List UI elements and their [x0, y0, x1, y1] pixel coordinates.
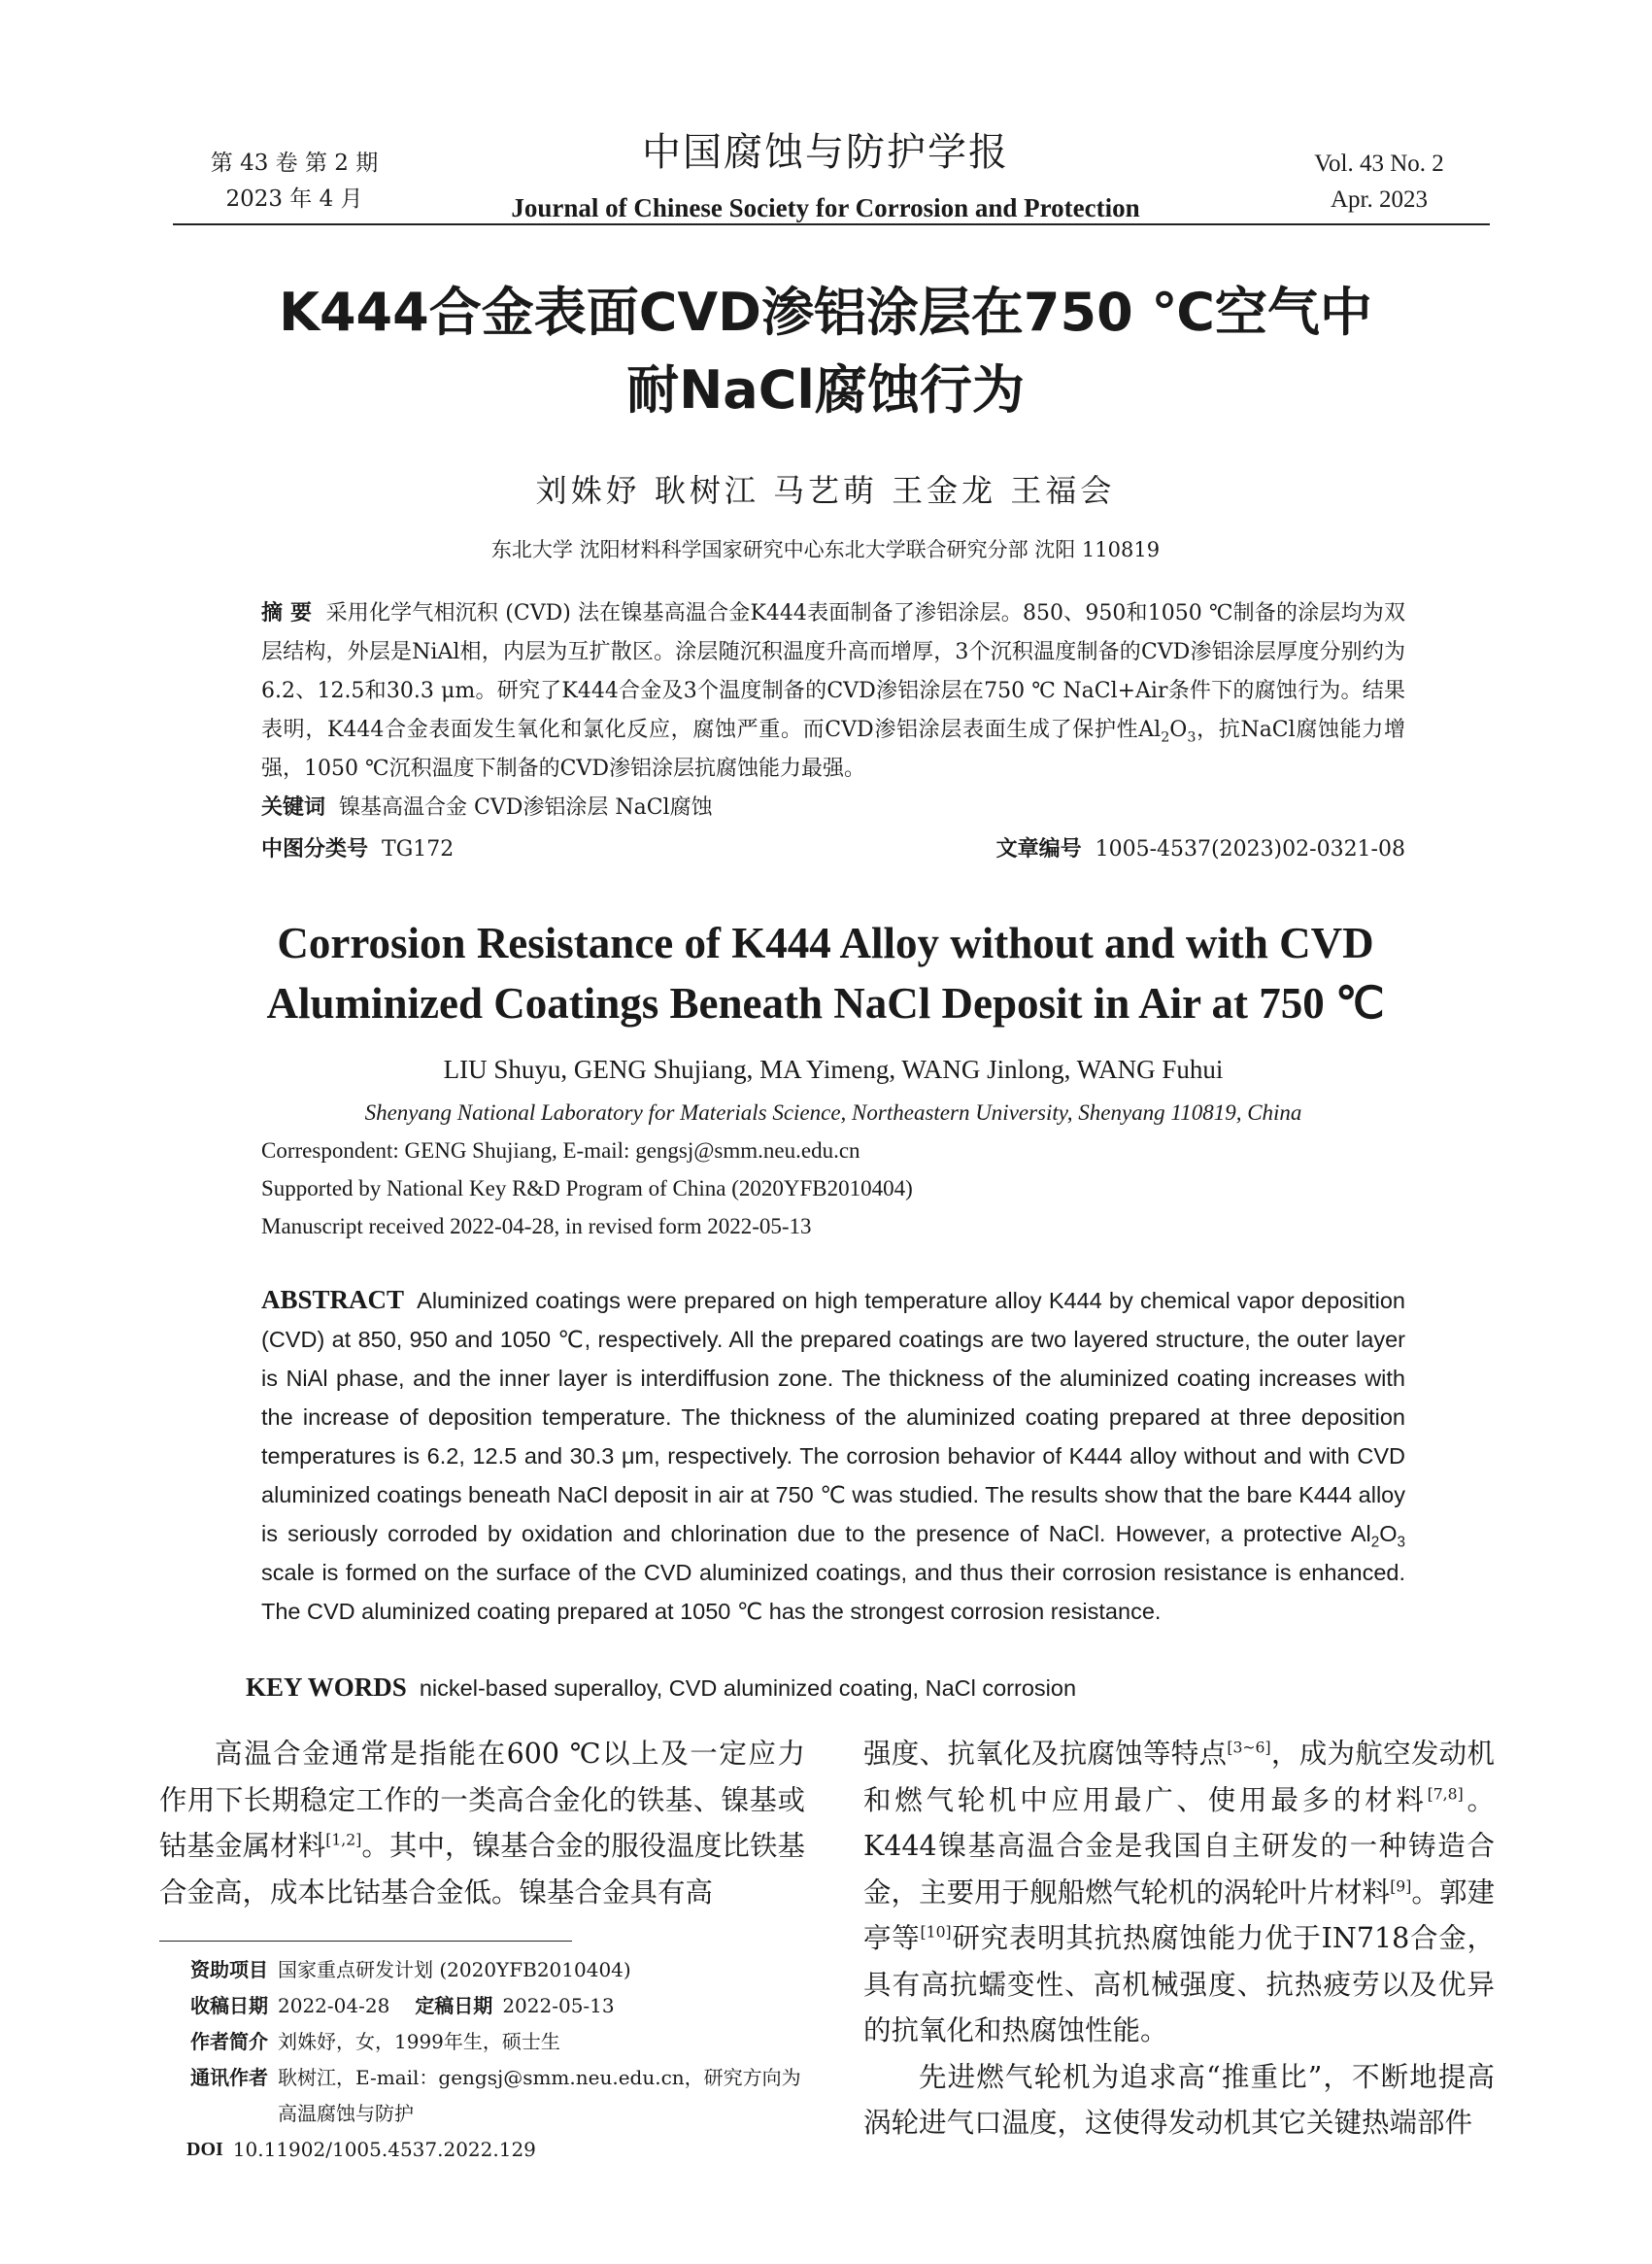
author-label: 作者简介 — [190, 2030, 268, 2053]
body-right-paragraph-1 — [863, 1731, 1495, 2054]
abstract-cn-sub2: 3 — [1187, 729, 1197, 746]
doi-label: DOI — [186, 2139, 223, 2160]
body-left-text-1: 高温合金通常是指能在600 ℃以上及一定应力作用下长期稳定工作的一类高合金化的铁基、镍基或钴基金属材料 — [159, 1738, 805, 1862]
title-en-line2: Aluminized Coatings Beneath NaCl Deposit in Air at 750 ℃ — [266, 979, 1385, 1028]
contact-label: 通讯作者 — [190, 2066, 268, 2089]
citation-ref: [1,2] — [325, 1830, 362, 1849]
article-number — [874, 830, 1405, 869]
received-label: 收稿日期 — [190, 1994, 268, 2017]
volume-issue-cn: 第 43 卷 第 2 期 — [210, 151, 379, 176]
abstract-en-sub1: 2 — [1370, 1534, 1380, 1551]
citation-ref: [10] — [920, 1922, 952, 1942]
body-right-text-5: 研究表明其抗热腐蚀能力优于IN718合金，具有高抗蠕变性、高机械强度、抗热疲劳以及优异的抗氧化和热腐蚀性能。 — [863, 1922, 1495, 2046]
abstract-en — [261, 1280, 1405, 1631]
article-number-code: 1005-4537(2023)02-0321-08 — [1095, 837, 1405, 862]
abstract-cn — [261, 594, 1405, 789]
authors-en: LIU Shuyu, GENG Shujiang, MA Yimeng, WANG Jinlong, WANG Fuhui — [443, 1055, 1224, 1084]
header-right — [1272, 146, 1486, 218]
citation-ref: [7,8] — [1427, 1784, 1464, 1803]
citation-ref: [3~6] — [1227, 1738, 1271, 1757]
body-right-text-3: 。K444镍基高温合金是我国自主研发的一种铸造合金，主要用于舰船燃气轮机的涡轮叶片材料 — [863, 1783, 1495, 1909]
header-left — [178, 146, 411, 218]
footnote — [186, 1952, 812, 2168]
footnote-contact — [190, 2060, 812, 2132]
journal-title-cn: 中国腐蚀与防护学报 — [642, 130, 1009, 175]
abstract-cn-sub1: 2 — [1161, 729, 1170, 746]
keywords-cn-label: 关键词 — [261, 795, 326, 820]
journal-title-en: Journal of Chinese Society for Corrosion and Protection — [511, 193, 1140, 222]
article-number-label: 文章编号 — [995, 837, 1082, 862]
date-cn: 2023 年 4 月 — [225, 186, 363, 212]
keywords-en-text: nickel-based superalloy, CVD aluminized coating, NaCl corrosion — [419, 1675, 1077, 1701]
footnote-doi — [186, 2132, 812, 2168]
abstract-cn-label: 摘 要 — [261, 601, 313, 625]
abstract-cn-mid: O — [1169, 718, 1188, 742]
body-column-left — [159, 1731, 805, 1915]
footnote-author — [190, 2024, 812, 2060]
classification-code: TG172 — [382, 837, 455, 862]
funding-label: 资助项目 — [190, 1958, 268, 1981]
title-en-line1: Corrosion Resistance of K444 Alloy without and with CVD — [277, 919, 1374, 967]
affiliation-cn: 东北大学 沈阳材料科学国家研究中心东北大学联合研究分部 沈阳 110819 — [490, 538, 1161, 561]
abstract-cn-text-a: 采用化学气相沉积 (CVD) 法在镍基高温合金K444表面制备了渗铝涂层。850、950和1050 ℃制备的涂层均为双层结构，外层是NiAl相，内层为互扩散区。涂层随沉积温度升高而增厚，3个沉积温度制备的CVD渗铝涂层厚度分别约为6.2、12.5和30.3 μm。研究了K444合金及3个温度制备的CVD渗铝涂层在750 ℃ NaCl+Air条件下的腐蚀行为。结果表明，K444合金表面发生氧化和氯化反应，腐蚀严重。而CVD渗铝涂层表面生成了保护性Al — [261, 601, 1405, 742]
abstract-cn-text-b: ，抗NaCl腐蚀能力增强，1050 ℃沉积温度下制备的CVD渗铝涂层抗腐蚀能力最强。 — [261, 718, 1405, 781]
funding-text: 国家重点研发计划 (2020YFB2010404) — [278, 1958, 631, 1981]
body-column-right — [863, 1731, 1495, 2146]
classification — [261, 830, 844, 869]
revised-date: 2022-05-13 — [502, 1994, 615, 2017]
classification-label: 中图分类号 — [261, 837, 369, 862]
body-right-text-2: ，成为航空发动机和燃气轮机中应用最广、使用最多的材料 — [863, 1738, 1495, 1816]
title-cn-line2: 耐NaCl腐蚀行为 — [626, 359, 1025, 421]
correspondent: Correspondent: GENG Shujiang, E-mail: gengsj@smm.neu.edu.cn — [261, 1138, 860, 1163]
received-date: 2022-04-28 — [278, 1994, 390, 2017]
paper-title-en — [146, 913, 1505, 1033]
affiliation-en: Shenyang National Laboratory for Materials Science, Northeastern University, Shenyang 110819, China — [364, 1100, 1302, 1125]
keywords-en — [246, 1668, 1411, 1707]
title-cn-line1: K444合金表面CVD渗铝涂层在750 ℃空气中 — [279, 282, 1372, 343]
abstract-en-text-b: scale is formed on the surface of the CVD aluminized coatings, and thus their corrosion resistance is enhanced. The CVD aluminized coating prepared at 1050 ℃ has the strongest corrosion resistance. — [261, 1560, 1405, 1624]
journal-header — [456, 128, 1195, 227]
body-left-text-2: 。其中，镍基合金的服役温度比铁基合金高，成本比钴基合金低。镍基合金具有高 — [159, 1830, 805, 1909]
keywords-cn — [261, 789, 1405, 828]
paper-title-cn — [146, 274, 1505, 429]
abstract-en-mid: O — [1379, 1521, 1398, 1546]
author-text: 刘姝妤，女，1999年生，硕士生 — [278, 2030, 560, 2053]
citation-ref: [9] — [1390, 1876, 1412, 1895]
body-left-paragraph — [159, 1731, 805, 1915]
footnote-dates — [190, 1988, 812, 2024]
keywords-en-label: KEY WORDS — [246, 1673, 407, 1702]
footnote-divider — [159, 1941, 572, 1942]
abstract-en-sub2: 3 — [1397, 1534, 1405, 1551]
supported-by: Supported by National Key R&D Program of China (2020YFB2010404) — [261, 1176, 913, 1200]
abstract-en-label: ABSTRACT — [261, 1285, 405, 1314]
volume-issue-en: Vol. 43 No. 2 — [1314, 151, 1444, 177]
abstract-en-text-a: Aluminized coatings were prepared on high temperature alloy K444 by chemical vapor deposition (CVD) at 850, 950 and 1050 ℃, respectively. All the prepared coatings are two layered structure, the outer layer is NiAl phase, and the inner layer is interdiffusion zone. The thickness of the aluminized coating increases with the increase of deposition temperature. The thickness of the aluminized coating prepared at three deposition temperatures is 6.2, 12.5 and 30.3 μm, respectively. The corrosion behavior of K444 alloy without and with CVD aluminized coatings beneath NaCl deposit in air at 750 ℃ was studied. The results show that the bare K444 alloy is seriously corroded by oxidation and chlorination due to the presence of NaCl. However, a protective Al — [261, 1288, 1405, 1546]
revised-label: 定稿日期 — [415, 1994, 493, 2017]
keywords-cn-text: 镍基高温合金 CVD渗铝涂层 NaCl腐蚀 — [339, 795, 713, 820]
body-right-paragraph-2: 先进燃气轮机为追求高“推重比”，不断地提高涡轮进气口温度，这使得发动机其它关键热端部件 — [863, 2060, 1495, 2139]
doi-link[interactable]: 10.11902/1005.4537.2022.129 — [232, 2138, 536, 2161]
body-right-text-1: 强度、抗氧化及抗腐蚀等特点 — [863, 1738, 1228, 1770]
contact-text: 耿树江，E-mail：gengsj@smm.neu.edu.cn，研究方向为高温腐蚀与防护 — [278, 2066, 801, 2125]
manuscript-dates: Manuscript received 2022-04-28, in revised form 2022-05-13 — [261, 1214, 812, 1238]
authors-cn: 刘姝妤 耿树江 马艺萌 王金龙 王福会 — [535, 472, 1116, 509]
body-right-text-4: 。郭建亭等 — [863, 1875, 1495, 1954]
footnote-funding — [190, 1952, 812, 1988]
header-divider — [173, 223, 1490, 225]
date-en: Apr. 2023 — [1331, 186, 1428, 213]
